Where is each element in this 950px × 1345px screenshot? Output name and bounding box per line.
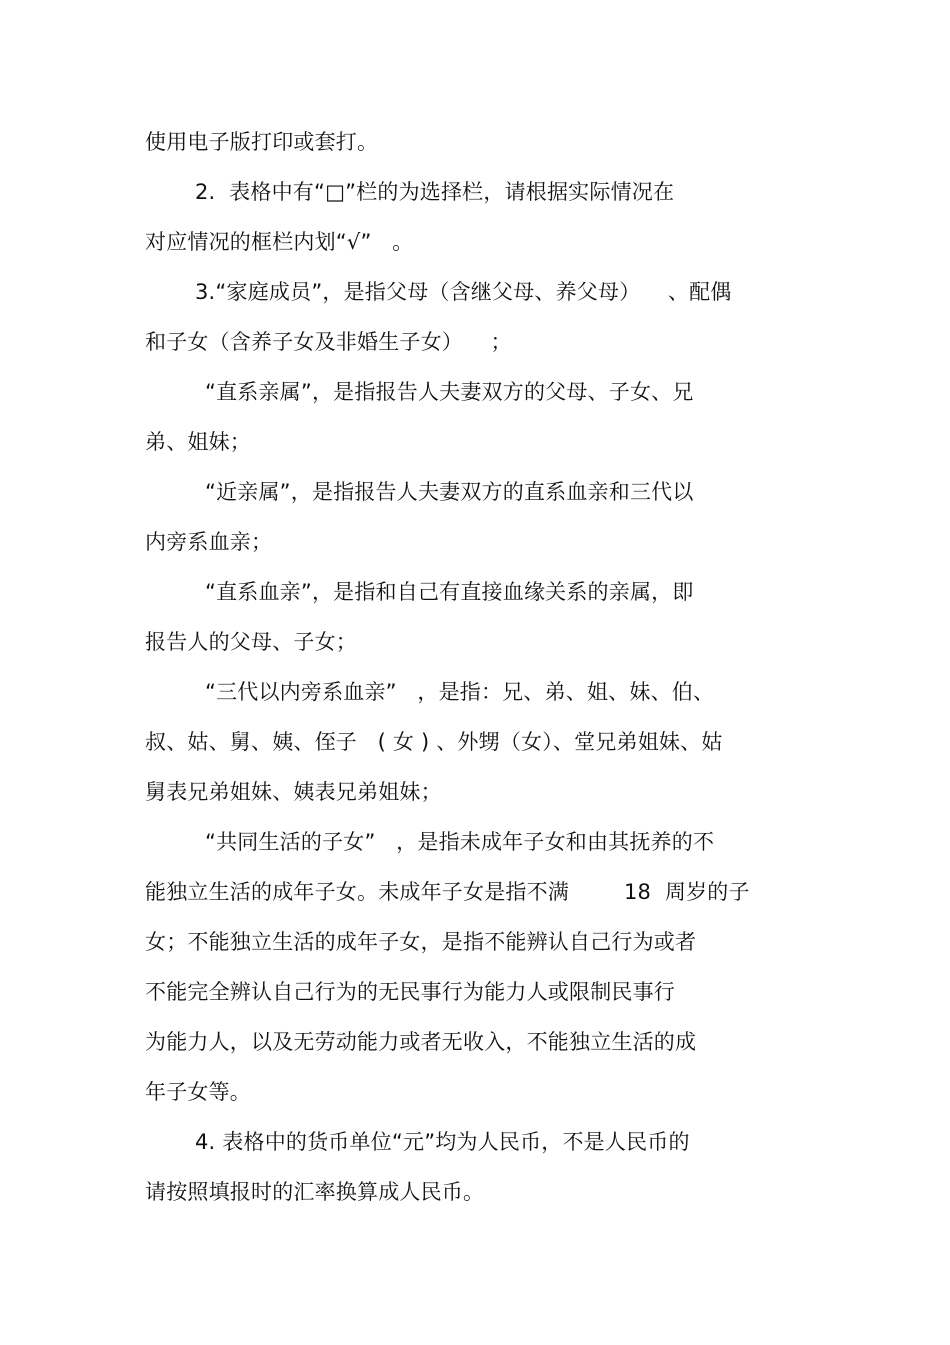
text-line-16: 能独立生活的成年子女。未成年子女是指不满 18 周岁的子 bbox=[145, 880, 750, 904]
text-line-3: 对应情况的框栏内划“√” 。 bbox=[145, 230, 414, 254]
text-line-7: 弟、姐妹； bbox=[145, 430, 251, 454]
text-line-21: 4. 表格中的货币单位“元”均为人民币，不是人民币的 bbox=[195, 1130, 690, 1154]
text-line-9: 内旁系血亲； bbox=[145, 530, 273, 554]
text-line-13: 叔、姑、舅、姨、侄子 ( 女 ) 、外甥（女）、堂兄弟姐妹、姑 bbox=[145, 730, 723, 754]
text-line-14: 舅表兄弟姐妹、姨表兄弟姐妹； bbox=[145, 780, 442, 804]
text-line-18: 不能完全辨认自己行为的无民事行为能力人或限制民事行 bbox=[145, 980, 675, 1004]
text-line-20: 年子女等。 bbox=[145, 1080, 251, 1104]
text-line-2: 2. 表格中有“□”栏的为选择栏，请根据实际情况在 bbox=[195, 180, 675, 204]
text-line-8: “近亲属”，是指报告人夫妻双方的直系血亲和三代以 bbox=[205, 480, 694, 504]
text-line-6: “直系亲属”，是指报告人夫妻双方的父母、子女、兄 bbox=[205, 380, 694, 404]
text-line-4: 3.“家庭成员”，是指父母（含继父母、养父母） 、配偶 bbox=[195, 280, 732, 304]
text-line-17: 女；不能独立生活的成年子女，是指不能辨认自己行为或者 bbox=[145, 930, 697, 954]
text-line-19: 为能力人，以及无劳动能力或者无收入，不能独立生活的成 bbox=[145, 1030, 697, 1054]
text-line-1: 使用电子版打印或套打。 bbox=[145, 130, 379, 154]
text-line-15: “共同生活的子女” ，是指未成年子女和由其抚养的不 bbox=[205, 830, 715, 854]
text-line-10: “直系血亲”，是指和自己有直接血缘关系的亲属，即 bbox=[205, 580, 694, 604]
text-line-12: “三代以内旁系血亲” ，是指：兄、弟、姐、妹、伯、 bbox=[205, 680, 715, 704]
text-line-22: 请按照填报时的汇率换算成人民币。 bbox=[145, 1180, 485, 1204]
text-line-5: 和子女（含养子女及非婚生子女） ； bbox=[145, 330, 512, 354]
text-line-11: 报告人的父母、子女； bbox=[145, 630, 357, 654]
